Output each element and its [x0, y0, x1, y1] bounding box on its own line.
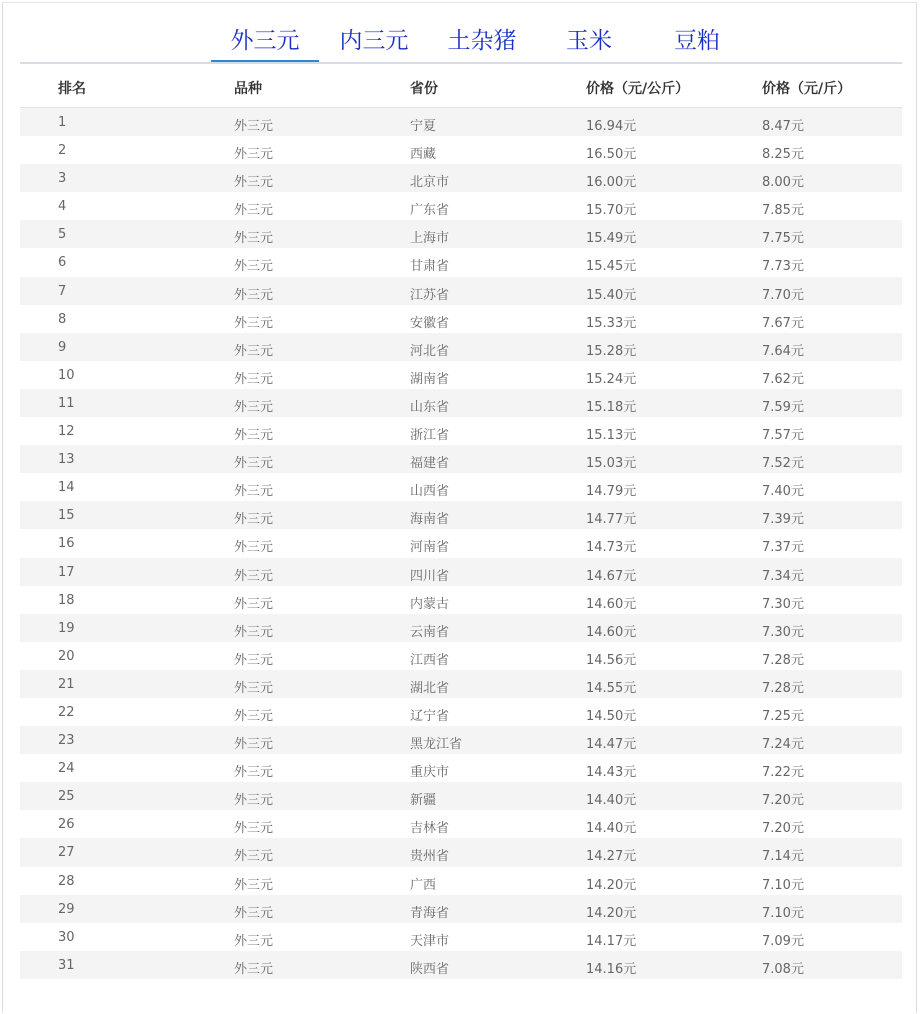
tab-nei-san-yuan[interactable]: 内三元: [339, 28, 409, 54]
cell-price-jin: 7.67元: [762, 315, 804, 331]
table-row: [20, 192, 902, 220]
cell-variety: 外三元: [234, 399, 274, 415]
table-row: [20, 698, 902, 726]
cell-province: 宁夏: [410, 119, 437, 134]
cell-price-kg: 15.45元: [586, 259, 637, 275]
tab-tu-za-zhu[interactable]: 土杂猪: [447, 28, 517, 54]
table-row: [20, 389, 902, 417]
cell-variety: 外三元: [234, 624, 274, 640]
cell-variety: 外三元: [234, 933, 274, 949]
table-row: [20, 333, 902, 361]
cell-price-jin: 7.30元: [762, 596, 804, 612]
cell-variety: 外三元: [234, 175, 274, 191]
cell-price-jin: 7.57元: [762, 428, 804, 444]
cell-rank: 21: [58, 676, 75, 692]
cell-price-kg: 14.73元: [586, 540, 637, 556]
table-row: [20, 501, 902, 529]
cell-price-jin: 7.62元: [762, 371, 804, 387]
cell-rank: 13: [58, 452, 75, 468]
cell-province: 辽宁省: [410, 708, 450, 724]
cell-variety: 外三元: [234, 849, 274, 865]
cell-variety: 外三元: [234, 119, 274, 134]
table-row: [20, 305, 902, 333]
cell-province: 天津市: [410, 933, 450, 949]
table-row: [20, 164, 902, 192]
cell-rank: 16: [58, 536, 75, 552]
cell-price-kg: 14.56元: [586, 652, 637, 668]
cell-price-kg: 15.18元: [586, 399, 637, 415]
table-row: [20, 642, 902, 670]
cell-price-kg: 14.50元: [586, 708, 637, 724]
table-row: [20, 248, 902, 276]
cell-price-kg: 14.20元: [586, 877, 637, 893]
cell-province: 湖北省: [410, 680, 450, 696]
table-body: [20, 108, 902, 979]
cell-province: 重庆市: [410, 765, 450, 781]
cell-variety: 外三元: [234, 568, 274, 584]
cell-price-kg: 14.40元: [586, 821, 637, 837]
cell-province: 上海市: [410, 231, 450, 247]
cell-variety: 外三元: [234, 596, 274, 612]
cell-province: 湖南省: [410, 371, 450, 387]
cell-province: 黑龙江省: [410, 737, 463, 753]
table-row: [20, 445, 902, 473]
cell-variety: 外三元: [234, 961, 274, 977]
cell-price-jin: 7.10元: [762, 877, 804, 893]
cell-price-kg: 14.40元: [586, 793, 637, 809]
cell-variety: 外三元: [234, 877, 274, 893]
table-row: [20, 726, 902, 754]
cell-rank: 22: [58, 704, 75, 720]
cell-price-kg: 15.49元: [586, 231, 637, 247]
cell-province: 海南省: [410, 512, 450, 528]
cell-rank: 2: [58, 143, 67, 159]
cell-price-jin: 7.64元: [762, 343, 804, 359]
tab-bar: [20, 20, 902, 64]
cell-variety: 外三元: [234, 680, 274, 696]
cell-province: 新疆: [410, 793, 437, 809]
cell-price-jin: 8.25元: [762, 147, 804, 163]
cell-price-jin: 7.59元: [762, 399, 804, 415]
table-row: [20, 417, 902, 445]
table-row: [20, 670, 902, 698]
table-row: [20, 473, 902, 501]
cell-variety: 外三元: [234, 315, 274, 331]
cell-price-kg: 14.20元: [586, 905, 637, 921]
cell-rank: 3: [58, 171, 67, 187]
cell-price-jin: 7.85元: [762, 203, 804, 219]
cell-province: 广东省: [410, 203, 450, 219]
cell-price-kg: 14.43元: [586, 765, 637, 781]
table-row: [20, 838, 902, 866]
table-row: [20, 586, 902, 614]
cell-price-kg: 15.70元: [586, 203, 637, 219]
cell-variety: 外三元: [234, 821, 274, 837]
cell-province: 西藏: [410, 147, 437, 163]
cell-price-kg: 14.17元: [586, 933, 637, 949]
cell-price-kg: 14.27元: [586, 849, 637, 865]
cell-price-kg: 15.13元: [586, 428, 637, 444]
cell-rank: 10: [58, 367, 75, 383]
cell-price-jin: 7.09元: [762, 933, 804, 949]
cell-province: 河南省: [410, 540, 450, 556]
cell-price-kg: 16.94元: [586, 119, 637, 134]
table-row: [20, 810, 902, 838]
header-province: 省份: [410, 81, 438, 97]
cell-price-jin: 7.28元: [762, 680, 804, 696]
cell-province: 安徽省: [410, 315, 450, 331]
cell-rank: 7: [58, 283, 67, 299]
cell-price-jin: 7.22元: [762, 765, 804, 781]
cell-province: 浙江省: [410, 428, 450, 444]
table-header: [20, 64, 902, 108]
cell-province: 四川省: [410, 568, 450, 584]
table-row: [20, 529, 902, 557]
cell-rank: 5: [58, 227, 67, 243]
cell-price-kg: 14.60元: [586, 624, 637, 640]
cell-rank: 23: [58, 733, 75, 749]
cell-price-kg: 15.24元: [586, 371, 637, 387]
cell-price-jin: 7.24元: [762, 737, 804, 753]
table-row: [20, 754, 902, 782]
cell-variety: 外三元: [234, 147, 274, 163]
cell-rank: 26: [58, 817, 75, 833]
cell-price-kg: 14.77元: [586, 512, 637, 528]
cell-variety: 外三元: [234, 259, 274, 275]
cell-variety: 外三元: [234, 484, 274, 500]
cell-rank: 30: [58, 929, 75, 945]
cell-price-kg: 15.40元: [586, 287, 637, 303]
tab-yu-mi[interactable]: 玉米: [566, 28, 612, 54]
cell-price-jin: 7.52元: [762, 456, 804, 472]
cell-province: 福建省: [410, 456, 450, 472]
cell-price-jin: 7.20元: [762, 793, 804, 809]
cell-variety: 外三元: [234, 343, 274, 359]
table-row: [20, 923, 902, 951]
cell-variety: 外三元: [234, 512, 274, 528]
cell-variety: 外三元: [234, 540, 274, 556]
header-variety: 品种: [234, 81, 262, 97]
cell-price-jin: 7.28元: [762, 652, 804, 668]
cell-price-kg: 14.60元: [586, 596, 637, 612]
cell-variety: 外三元: [234, 905, 274, 921]
cell-price-kg: 15.28元: [586, 343, 637, 359]
cell-province: 广西: [410, 877, 437, 893]
table-row: [20, 277, 902, 305]
cell-province: 河北省: [410, 343, 450, 359]
cell-price-jin: 7.70元: [762, 287, 804, 303]
table-row: [20, 361, 902, 389]
cell-variety: 外三元: [234, 203, 274, 219]
cell-province: 甘肃省: [410, 259, 450, 275]
cell-price-jin: 8.00元: [762, 175, 804, 191]
cell-price-kg: 14.79元: [586, 484, 637, 500]
header-price-kg: 价格（元/公斤）: [586, 81, 690, 97]
cell-price-jin: 7.73元: [762, 259, 804, 275]
cell-price-jin: 7.40元: [762, 484, 804, 500]
table-row: [20, 614, 902, 642]
cell-price-jin: 7.75元: [762, 231, 804, 247]
cell-price-jin: 7.34元: [762, 568, 804, 584]
cell-rank: 6: [58, 255, 67, 271]
table-row: [20, 558, 902, 586]
cell-variety: 外三元: [234, 793, 274, 809]
table-row: [20, 895, 902, 923]
cell-rank: 17: [58, 564, 75, 580]
cell-variety: 外三元: [234, 371, 274, 387]
cell-price-kg: 16.00元: [586, 175, 637, 191]
cell-province: 江苏省: [410, 287, 450, 303]
cell-variety: 外三元: [234, 652, 274, 668]
cell-price-kg: 14.47元: [586, 737, 637, 753]
cell-price-jin: 7.14元: [762, 849, 804, 865]
cell-rank: 25: [58, 789, 75, 805]
cell-variety: 外三元: [234, 737, 274, 753]
cell-price-jin: 8.47元: [762, 119, 804, 134]
cell-price-jin: 7.37元: [762, 540, 804, 556]
cell-rank: 24: [58, 761, 75, 777]
cell-rank: 18: [58, 592, 75, 608]
cell-variety: 外三元: [234, 456, 274, 472]
cell-price-kg: 14.55元: [586, 680, 637, 696]
cell-province: 江西省: [410, 652, 450, 668]
cell-province: 山东省: [410, 399, 450, 415]
table-row: [20, 136, 902, 164]
table-row: [20, 951, 902, 979]
cell-price-kg: 16.50元: [586, 147, 637, 163]
cell-price-jin: 7.08元: [762, 961, 804, 977]
tab-dou-po[interactable]: 豆粕: [674, 28, 720, 54]
header-rank: 排名: [58, 81, 86, 97]
cell-price-kg: 14.67元: [586, 568, 637, 584]
cell-price-jin: 7.25元: [762, 708, 804, 724]
cell-price-jin: 7.20元: [762, 821, 804, 837]
cell-price-jin: 7.30元: [762, 624, 804, 640]
cell-rank: 8: [58, 311, 67, 327]
cell-rank: 20: [58, 648, 75, 664]
cell-variety: 外三元: [234, 765, 274, 781]
cell-variety: 外三元: [234, 428, 274, 444]
cell-price-kg: 15.03元: [586, 456, 637, 472]
cell-rank: 4: [58, 199, 67, 215]
cell-province: 贵州省: [410, 849, 450, 865]
tab-wai-san-yuan[interactable]: 外三元: [211, 24, 319, 62]
table-row: [20, 782, 902, 810]
cell-price-kg: 15.33元: [586, 315, 637, 331]
cell-variety: 外三元: [234, 231, 274, 247]
header-price-jin: 价格（元/斤）: [762, 81, 852, 97]
cell-variety: 外三元: [234, 287, 274, 303]
cell-price-kg: 14.16元: [586, 961, 637, 977]
cell-rank: 14: [58, 480, 75, 496]
cell-province: 内蒙古: [410, 596, 450, 612]
cell-province: 陕西省: [410, 961, 450, 977]
cell-rank: 19: [58, 620, 75, 636]
cell-rank: 9: [58, 339, 67, 355]
cell-province: 青海省: [410, 905, 450, 921]
cell-province: 云南省: [410, 624, 450, 640]
cell-price-jin: 7.39元: [762, 512, 804, 528]
cell-rank: 12: [58, 424, 75, 440]
cell-rank: 31: [58, 957, 75, 973]
cell-province: 山西省: [410, 484, 450, 500]
cell-rank: 11: [58, 395, 75, 411]
cell-rank: 29: [58, 901, 75, 917]
cell-province: 北京市: [410, 175, 450, 191]
cell-rank: 15: [58, 508, 75, 524]
cell-rank: 1: [58, 115, 67, 130]
table-row: [20, 108, 902, 136]
table-row: [20, 220, 902, 248]
cell-province: 吉林省: [410, 821, 450, 837]
cell-rank: 27: [58, 845, 75, 861]
cell-rank: 28: [58, 873, 75, 889]
table-row: [20, 867, 902, 895]
cell-price-jin: 7.10元: [762, 905, 804, 921]
cell-variety: 外三元: [234, 708, 274, 724]
